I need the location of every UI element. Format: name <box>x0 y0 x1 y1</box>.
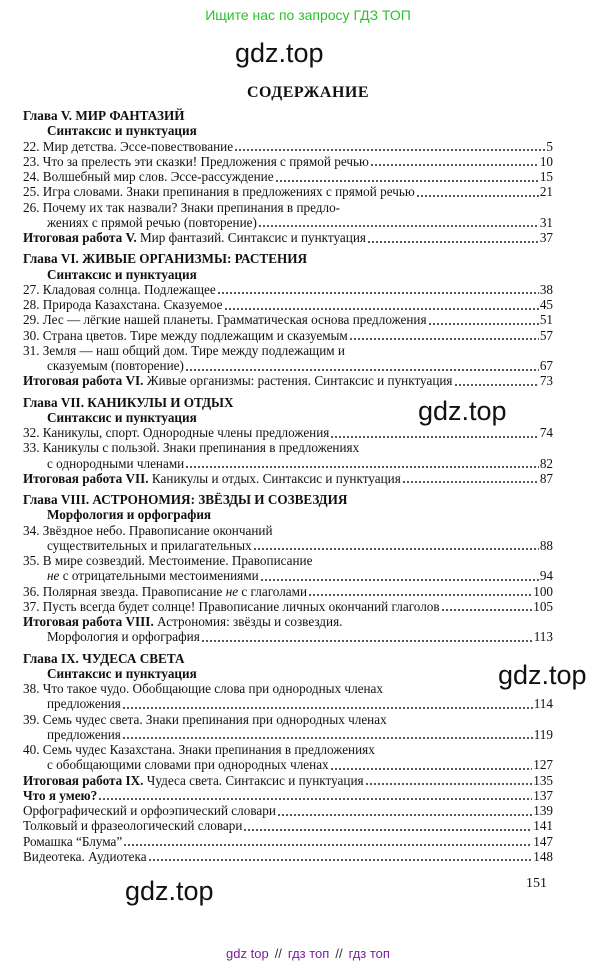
toc-page-number: 37 <box>539 230 553 245</box>
toc-entry-title: с обобщающими словами при однородных членах <box>47 757 329 773</box>
toc-page-number: 100 <box>533 583 553 599</box>
leader-dots <box>308 584 532 598</box>
toc-entry-italic: не <box>47 568 60 584</box>
toc-entry[interactable] <box>23 215 553 230</box>
toc-entry-bold-label: Итоговая работа VII. <box>23 470 149 486</box>
toc-entry-text <box>47 757 329 772</box>
toc-page-number: 15 <box>539 169 553 184</box>
toc-entry[interactable] <box>23 154 553 169</box>
toc-page-number: 88 <box>539 537 553 553</box>
toc-entry-title: с отрицательными местоимениями <box>59 568 259 584</box>
leader-dots <box>367 231 539 245</box>
toc-entry-title: с глаголами <box>238 583 308 599</box>
toc-entry-text <box>23 184 415 199</box>
toc-entry-title: 33. Каникулы с пользой. Знаки препинания в предложениях <box>23 440 360 456</box>
toc-entry-title: 27. Кладовая солнца. Подлежащее <box>23 281 216 297</box>
toc-page-number: 148 <box>533 848 553 864</box>
toc-entry[interactable] <box>23 139 553 154</box>
toc-entry-text <box>23 282 216 297</box>
toc-entry-text <box>23 154 369 169</box>
leader-dots <box>428 313 539 327</box>
leader-dots <box>441 599 533 613</box>
toc-entry-title: Каникулы и отдых. Синтаксис и пунктуация <box>148 470 401 486</box>
toc-entry-text <box>23 818 242 833</box>
toc-entry-line <box>23 614 553 629</box>
toc-entry[interactable] <box>23 282 553 297</box>
toc-entry-text <box>23 425 329 440</box>
page-title: СОДЕРЖАНИЕ <box>246 84 370 101</box>
leader-dots <box>416 185 539 199</box>
toc-entry-title: предложения <box>47 726 121 742</box>
toc-entry-text <box>23 584 307 599</box>
toc-entry-title: Мир фантазий. Синтаксис и пунктуация <box>136 230 366 245</box>
watermark: gdz.top <box>498 660 587 690</box>
leader-dots <box>234 139 545 153</box>
toc-entry-text <box>23 712 387 727</box>
toc-page-number: 147 <box>533 833 553 849</box>
table-of-contents <box>23 108 553 864</box>
toc-entry-italic: не <box>225 583 239 599</box>
toc-entry-text <box>23 849 147 864</box>
toc-entry-title: 36. Полярная звезда. Правописание <box>23 583 226 599</box>
toc-entry-text <box>23 169 274 184</box>
toc-entry-title: существительных и прилагательных <box>47 537 252 553</box>
toc-entry-bold-label: Итоговая работа V. <box>23 230 137 245</box>
toc-entry[interactable] <box>23 584 553 599</box>
toc-entry-title: 25. Игра словами. Знаки препинания в предложениях с прямой речью <box>23 184 415 200</box>
toc-entry[interactable] <box>23 834 553 849</box>
toc-entry-text <box>23 471 401 486</box>
toc-entry[interactable] <box>23 456 553 471</box>
toc-entry-title: 39. Семь чудес света. Знаки препинания при однородных членах <box>23 711 387 727</box>
toc-entry[interactable] <box>23 757 553 772</box>
chapter-heading: Глава VII. КАНИКУЛЫ И ОТДЫХ <box>23 394 234 410</box>
toc-entry-title: сказуемым (повторение) <box>47 358 184 373</box>
toc-page-number: 51 <box>539 312 553 328</box>
toc-entry-title: Морфология и орфография <box>47 629 200 645</box>
toc-entry-title: 30. Страна цветов. Тире между подлежащим и сказуемым <box>23 327 348 343</box>
toc-entry-text <box>47 696 121 711</box>
toc-entry-line <box>23 440 553 455</box>
toc-entry[interactable] <box>23 727 553 742</box>
section-heading: Синтаксис и пунктуация <box>47 266 197 282</box>
toc-entry-title: 37. Пусть всегда будет солнце! Правописание личных окончаний глаголов <box>23 598 440 614</box>
footer-links <box>0 946 616 961</box>
leader-dots <box>253 538 539 552</box>
toc-entry-title: Астрономия: звёзды и созвездия. <box>153 614 343 629</box>
toc-page-number: 31 <box>539 214 553 230</box>
toc-page-number: 127 <box>533 757 553 773</box>
chapter-heading: Глава VIII. АСТРОНОМИЯ: ЗВЁЗДЫ И СОЗВЕЗДИЯ <box>23 492 348 507</box>
leader-dots <box>277 804 532 818</box>
toc-entry-line <box>23 343 553 358</box>
toc-page-number: 45 <box>539 297 553 312</box>
footer-separator: // <box>335 946 343 961</box>
toc-entry[interactable] <box>23 599 553 614</box>
toc-entry[interactable] <box>23 696 553 711</box>
toc-entry-title: Живые организмы: растения. Синтаксис и пунктуация <box>143 373 453 389</box>
toc-entry-title: 40. Семь чудес Казахстана. Знаки препинания в предложениях <box>23 742 375 757</box>
toc-entry[interactable] <box>23 818 553 833</box>
toc-entry-text <box>23 788 97 803</box>
toc-entry-text <box>23 614 342 629</box>
toc-page-number: 82 <box>539 455 553 471</box>
toc-entry[interactable] <box>23 297 553 312</box>
toc-entry-text <box>23 599 440 614</box>
toc-entry-line <box>23 200 553 215</box>
toc-entry-bold-label: Итоговая работа IX. <box>23 772 144 788</box>
toc-entry-title: 38. Что такое чудо. Обобщающие слова при однородных членах <box>23 681 384 696</box>
toc-entry-title: Видеотека. Аудиотека <box>23 848 147 864</box>
toc-page-number: 119 <box>533 726 553 742</box>
toc-page-number: 5 <box>546 138 553 154</box>
toc-entry[interactable] <box>23 328 553 343</box>
toc-entry-text <box>23 803 276 818</box>
toc-page-number: 21 <box>539 184 553 200</box>
toc-entry-line <box>23 742 553 757</box>
toc-entry-title: Ромашка “Блума” <box>23 833 123 849</box>
toc-entry[interactable] <box>23 629 553 644</box>
chapter-heading: Глава V. МИР ФАНТАЗИЙ <box>23 108 185 123</box>
toc-page-number: 141 <box>533 818 553 834</box>
toc-entry-title: 24. Волшебный мир слов. Эссе-рассуждение <box>23 169 274 184</box>
footer-link[interactable]: гдз топ <box>287 946 330 961</box>
toc-entry-text <box>23 297 223 312</box>
toc-entry[interactable] <box>23 849 553 864</box>
toc-entry-text <box>23 200 340 215</box>
leader-dots <box>217 282 539 296</box>
toc-page-number: 10 <box>539 153 553 169</box>
toc-entry[interactable] <box>23 568 553 583</box>
toc-entry-text <box>47 215 257 230</box>
toc-page-number: 114 <box>533 696 553 712</box>
watermark: gdz.top <box>235 38 324 68</box>
toc-page-number: 73 <box>539 373 553 389</box>
leader-dots <box>260 569 539 583</box>
toc-entry-text <box>23 373 453 388</box>
footer-link[interactable]: гдз топ <box>348 946 390 961</box>
toc-entry-text <box>23 230 366 245</box>
toc-page-number: 67 <box>539 358 553 373</box>
toc-entry-text <box>23 312 427 327</box>
search-banner: Ищите нас по запросу ГДЗ ТОП <box>205 7 411 23</box>
toc-entry[interactable] <box>23 538 553 553</box>
toc-entry[interactable] <box>23 169 553 184</box>
leader-dots <box>148 849 533 863</box>
leader-dots <box>243 819 532 833</box>
leader-dots <box>330 426 538 440</box>
toc-page-number: 105 <box>533 598 553 614</box>
toc-entry[interactable] <box>23 184 553 199</box>
toc-entry-title: жениях с прямой речью (повторение) <box>47 214 257 230</box>
leader-dots <box>365 773 533 787</box>
toc-entry-text <box>47 568 259 583</box>
toc-page-number: 139 <box>533 803 553 818</box>
leader-dots <box>122 697 533 711</box>
leader-dots <box>122 727 533 741</box>
leader-dots <box>185 359 539 373</box>
toc-entry-text <box>23 328 348 343</box>
toc-page-number: 38 <box>539 281 553 297</box>
watermark: gdz.top <box>418 396 507 426</box>
section-heading: Синтаксис и пунктуация <box>47 665 197 681</box>
footer-separator: // <box>274 946 282 961</box>
toc-entry[interactable] <box>23 803 553 818</box>
toc-entry-text <box>47 727 121 742</box>
leader-dots <box>370 154 539 168</box>
toc-entry-line <box>23 712 553 727</box>
toc-entry-title: с однородными членами <box>47 455 185 471</box>
toc-entry-text <box>47 358 184 373</box>
leader-dots <box>201 630 533 644</box>
chapter-heading: Глава IX. ЧУДЕСА СВЕТА <box>23 650 185 666</box>
toc-page-number: 137 <box>533 787 553 803</box>
leader-dots <box>98 788 532 802</box>
toc-entry[interactable] <box>23 471 553 486</box>
toc-entry-bold-label: Итоговая работа VI. <box>23 373 144 389</box>
toc-page-number: 94 <box>539 568 553 584</box>
toc-entry-text <box>47 538 252 553</box>
toc-entry[interactable] <box>23 230 553 245</box>
toc-entry-title: 28. Природа Казахстана. Сказуемое <box>23 297 223 312</box>
toc-entry-text <box>23 440 359 455</box>
chapter-heading: Глава VI. ЖИВЫЕ ОРГАНИЗМЫ: РАСТЕНИЯ <box>23 251 308 267</box>
leader-dots <box>275 170 539 184</box>
toc-entry-title: Толковый и фразеологический словари <box>23 818 243 834</box>
toc-entry-text <box>23 742 375 757</box>
toc-entry-text <box>47 456 184 471</box>
toc-entry-line <box>23 681 553 696</box>
toc-entry-bold-label: Итоговая работа VIII. <box>23 614 154 629</box>
toc-entry-title: 31. Земля — наш общий дом. Тире между подлежащим и <box>23 342 345 358</box>
toc-entry-line <box>23 523 553 538</box>
toc-entry-text <box>23 343 345 358</box>
toc-entry-title: 34. Звёздное небо. Правописание окончаний <box>23 522 273 538</box>
toc-entry-text <box>23 139 233 154</box>
toc-entry[interactable] <box>23 373 553 388</box>
section-heading: Синтаксис и пунктуация <box>47 123 197 139</box>
toc-entry-title: 32. Каникулы, спорт. Однородные члены предложения <box>23 425 330 440</box>
toc-entry-text <box>23 553 312 568</box>
toc-entry-text <box>23 681 383 696</box>
leader-dots <box>185 456 539 470</box>
toc-page-number: 57 <box>539 327 553 343</box>
section-heading: Синтаксис и пунктуация <box>47 409 197 425</box>
toc-entry-title: Орфографический и орфоэпический словари <box>23 803 276 818</box>
leader-dots <box>402 471 539 485</box>
toc-entry-title: 29. Лес — лёгкие нашей планеты. Грамматическая основа предложения <box>23 312 427 328</box>
footer-link[interactable]: gdz top <box>226 946 269 961</box>
toc-entry[interactable] <box>23 312 553 327</box>
leader-dots <box>123 834 532 848</box>
toc-entry-text <box>23 834 122 849</box>
leader-dots <box>454 374 539 388</box>
toc-entry[interactable] <box>23 425 553 440</box>
toc-entry-text <box>23 523 273 538</box>
toc-entry-line <box>23 553 553 568</box>
toc-entry-title: 22. Мир детства. Эссе-повествование <box>23 138 234 154</box>
toc-page-number: 113 <box>533 629 553 645</box>
toc-page-number: 74 <box>539 425 553 440</box>
page-number: 151 <box>526 876 547 891</box>
toc-entry-title: 23. Что за прелесть эти сказки! Предложения с прямой речью <box>23 153 369 169</box>
toc-page-number: 135 <box>533 772 553 788</box>
toc-entry-text <box>23 773 364 788</box>
leader-dots <box>224 298 539 312</box>
toc-entry-title: Чудеса света. Синтаксис и пунктуация <box>143 772 364 788</box>
toc-entry-title: 35. В мире созвездий. Местоимение. Правописание <box>23 553 313 568</box>
toc-entry[interactable] <box>23 788 553 803</box>
toc-entry-text <box>47 629 200 644</box>
toc-entry-title: предложения <box>47 696 121 712</box>
toc-page-number: 87 <box>539 470 553 486</box>
toc-entry-bold-label: Что я умею? <box>23 787 98 803</box>
leader-dots <box>349 328 539 342</box>
leader-dots <box>330 758 533 772</box>
toc-entry[interactable] <box>23 773 553 788</box>
section-heading: Морфология и орфография <box>47 507 212 523</box>
toc-entry-title: 26. Почему их так назвали? Знаки препинания в предло- <box>23 199 341 215</box>
toc-entry[interactable] <box>23 358 553 373</box>
leader-dots <box>258 215 539 229</box>
watermark: gdz.top <box>125 876 214 906</box>
